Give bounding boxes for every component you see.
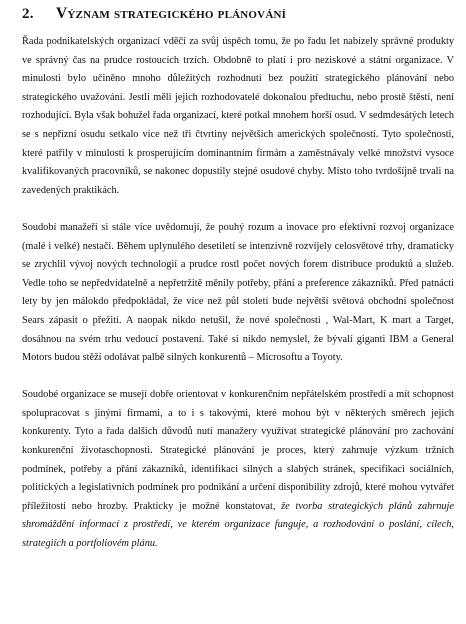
- paragraph-3-text: Soudobé organizace se musejí dobře orientovat v konkurenčním nepřátelském prostředí a mít schopnost spolupracovat s jinými firmami, a to i s takovými, které mohou být v některých směrech jejich konkurenty. Tyto a řada dalších důvodů nutí manažery využívat strategické plánování pro zachování konkurenční životaschopnosti. Strategické plánování je proces, který zahrnuje výzkum tržních podmínek, potřeby a přání zákazníků, identifikaci silných a slabých stránek, specifikaci sociálních, politických a legislativních podmínek pro podnikání a určení disponibility zdrojů, které mohou vytvářet příležitosti nebo hrozby. Prakticky je možné konstatovat,: [22, 389, 454, 512]
- paragraph-3: [22, 386, 454, 553]
- paragraph-2: Soudobí manažeři si stále více uvědomují, že pouhý rozum a inovace pro efektivní rozvoj organizace (malé i velké) nestačí. Během uplynulého desetiletí se intenzivně rozvíjely celosvětové trhy, dramaticky se zrychlil vývoj nových technologií a prudce rostl počet nových forem distribuce produktů a služeb. Vedle toho se nepředvídatelně a nepřetržitě měnily potřeby, přání a preference zákazníků. Před patnácti lety by jen málokdo předpokládal, že více než půl století bude největší světová obchodní společnost Sears zápasit o přežití. A naopak nikdo netušil, že nové společnosti , Wal-Mart, K mart a Target, dosáhnou na svém trhu vedoucí postavení. Také si nikdo nemyslel, že bývalí giganti IBM a General Motors budou stěží odolávat palbě silných konkurentů – Microsoftu a Toyoty.: [22, 221, 454, 364]
- section-number: 2.: [22, 6, 34, 22]
- section-heading: [22, 0, 454, 33]
- paragraph-3-italic-text: že tvorba strategických plánů zahrnuje shromáždění informací z prostředí, ve kterém organizace funguje, a rozhodování o poslání, cílech, strategiích a portfoliovém plánu.: [22, 500, 454, 550]
- paragraph-1: Řada podnikatelských organizací vděčí za svůj úspěch tomu, že po řadu let nabízely správné produkty ve správný čas na prudce rostoucích trzích. Obdobně to platí i pro neziskové a státní organizace. V minulosti bylo učiněno mnoho důležitých rozhodnutí bez použití strategického plánování nebo strategického uvažování. Jestli měli jejich rozhodovatelé dokonalou předtuchu, nebo prostě štěstí, není rozhodující. Byla však bohužel řada organizací, které potkal mnohem horší osud. V sedmdesátých letech se s nepřízní osudu setkalo více než tři čtvrtiny největších amerických společností. Tyto společnosti, které patřily v minulosti k prosperujícím dominantním firmám a zaměstnávaly velké množství vysoce kvalifikovaných pracovníků, se nakonec dopustily stejné osudové chyby. Místo toho tvrdošíjně trvali na zavedených praktikách.: [22, 36, 454, 196]
- section-title: Význam strategického plánování: [56, 5, 287, 22]
